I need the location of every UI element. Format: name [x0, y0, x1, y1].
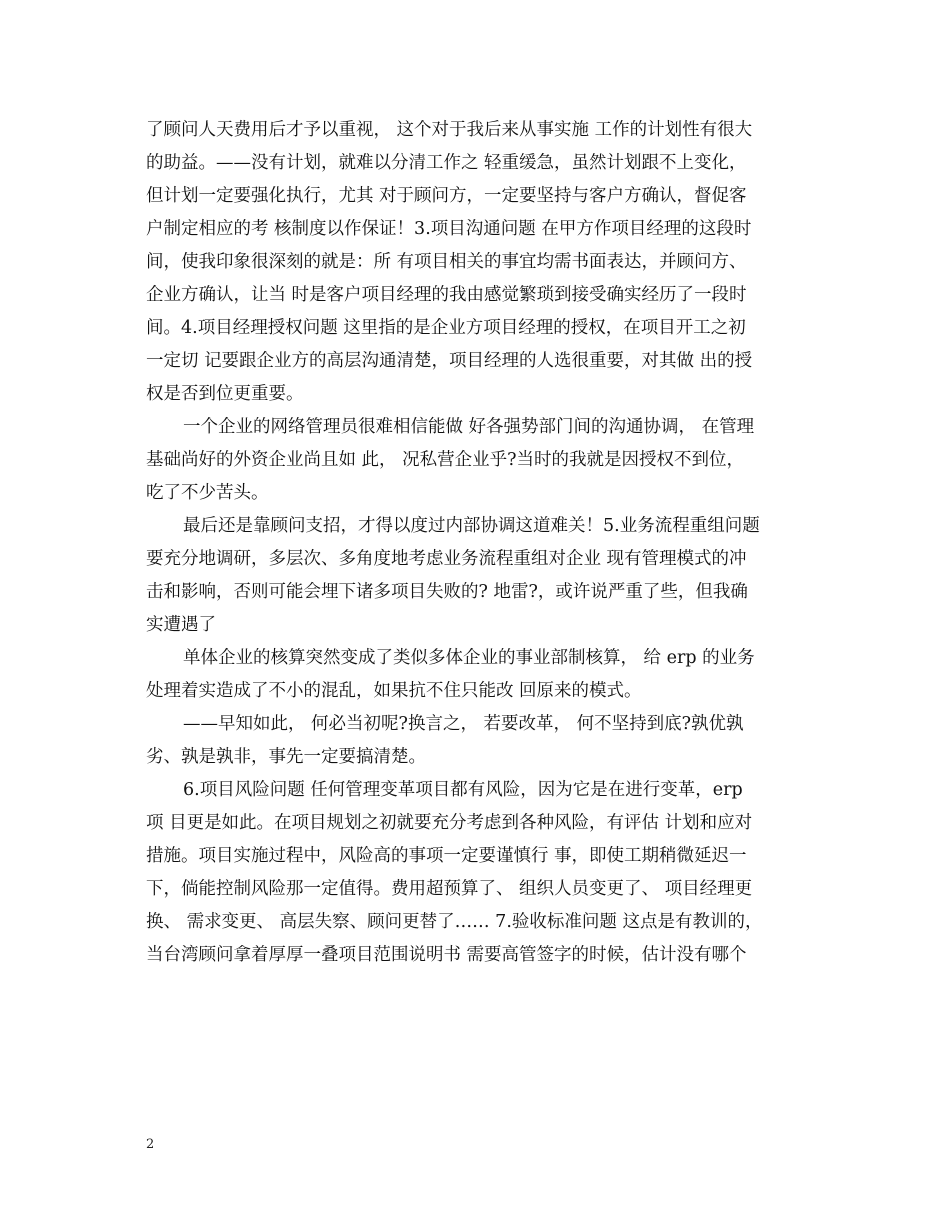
text-line: 最后还是靠顾问支招，才得以度过内部协调这道难关！5.业务流程重组问题: [183, 516, 760, 536]
text-line: 户制定相应的考 核制度以作保证！3.项目沟通问题 在甲方作项目经理的这段时: [146, 219, 752, 239]
text-line: 了顾问人天费用后才予以重视， 这个对于我后来从事实施 工作的计划性有很大: [146, 120, 753, 140]
text-line: 当台湾顾问拿着厚厚一叠项目范围说明书 需要高管签字的时候，估计没有哪个: [146, 945, 747, 965]
text-line: 基础尚好的外资企业尚且如 此， 况私营企业乎?当时的我就是因授权不到位，: [146, 450, 745, 470]
text-line: ——早知如此， 何必当初呢?换言之， 若要改革， 何不坚持到底?孰优孰: [183, 714, 744, 734]
text-line: 一定切 记要跟企业方的高层沟通清楚，项目经理的人选很重要，对其做 出的授: [146, 351, 753, 371]
text-line: 换、 需求变更、 高层失察、顾问更替了…… 7.验收标准问题 这点是有教训的，: [146, 912, 763, 932]
body-text: [146, 114, 816, 972]
text-line: 吃了不少苦头。: [146, 483, 269, 503]
text-line: 一个企业的网络管理员很难相信能做 好各强势部门间的沟通协调， 在管理: [183, 417, 755, 437]
text-line: 6.项目风险问题 任何管理变革项目都有风险，因为它是在进行变革，erp: [183, 780, 743, 800]
text-line: 但计划一定要强化执行，尤其 对于顾问方，一定要坚持与客户方确认，督促客: [146, 186, 747, 206]
page-number: 2: [146, 1137, 155, 1152]
text-line: 间，使我印象很深刻的就是：所 有项目相关的事宜均需书面表达，并顾问方、: [146, 252, 747, 272]
text-line: 权是否到位更重要。: [146, 384, 304, 404]
text-line: 单体企业的核算突然变成了类似多体企业的事业部制核算， 给 erp 的业务: [183, 648, 755, 668]
text-line: 措施。项目实施过程中，风险高的事项一定要谨慎行 事，即使工期稍微延迟一: [146, 846, 747, 866]
text-line: 下，倘能控制风险那一定值得。费用超预算了、 组织人员变更了、 项目经理更: [146, 879, 753, 899]
text-line: 实遭遇了: [146, 615, 216, 635]
text-line: 处理着实造成了不小的混乱，如果抗不住只能改 回原来的模式。: [146, 681, 642, 701]
text-line: 间。4.项目经理授权问题 这里指的是企业方项目经理的授权，在项目开工之初: [146, 318, 746, 338]
text-line: 项 目更是如此。在项目规划之初就要充分考虑到各种风险，有评估 计划和应对: [146, 813, 753, 833]
text-line: 企业方确认，让当 时是客户项目经理的我由感觉繁琐到接受确实经历了一段时: [146, 285, 747, 305]
text-line: 的助益。——没有计划，就难以分清工作之 轻重缓急，虽然计划跟不上变化，: [146, 153, 747, 173]
text-line: 要充分地调研，多层次、多角度地考虑业务流程重组对企业 现有管理模式的冲: [146, 549, 747, 569]
text-line: 击和影响，否则可能会埋下诸多项目失败的? 地雷?，或许说严重了些，但我确: [146, 582, 748, 602]
text-line: 劣、孰是孰非，事先一定要搞清楚。: [146, 747, 426, 767]
